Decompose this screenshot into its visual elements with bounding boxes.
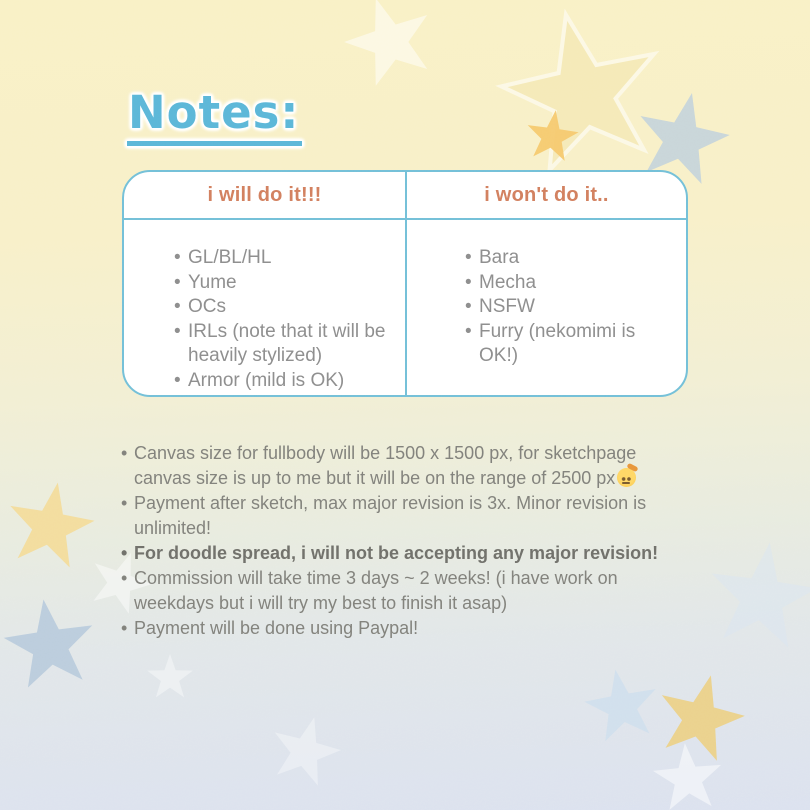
note-text: Commission will take time 3 days ~ 2 weeks! (i have work on weekdays but i will try my best to finish it asap) xyxy=(134,568,618,613)
wont-do-header: i won't do it.. xyxy=(407,172,686,220)
star-icon xyxy=(580,663,663,743)
list-item: • Yume xyxy=(172,271,395,296)
wont-do-column xyxy=(405,172,686,395)
star-icon xyxy=(703,535,810,650)
note-item xyxy=(121,441,688,491)
list-item: • Armor (mild is OK) xyxy=(172,369,395,394)
star-icon xyxy=(2,475,100,570)
note-item xyxy=(121,616,688,641)
list-item: • IRLs (note that it will be heavily stylized) xyxy=(172,320,395,369)
list-item: • GL/BL/HL xyxy=(172,246,395,271)
page-title: Notes: xyxy=(127,88,302,146)
note-text: Payment will be done using Paypal! xyxy=(134,618,419,638)
star-icon xyxy=(0,593,100,690)
star-icon xyxy=(524,107,582,163)
list-item: • Mecha xyxy=(463,271,676,296)
note-text: Payment after sketch, max major revision is 3x. Minor revision is unlimited! xyxy=(134,493,647,538)
list-item: • Furry (nekomimi is OK!) xyxy=(463,320,676,369)
will-do-header: i will do it!!! xyxy=(124,172,405,220)
will-do-list xyxy=(124,246,405,393)
will-do-column xyxy=(124,172,405,395)
star-icon xyxy=(334,0,443,91)
star-icon xyxy=(650,665,753,765)
note-text: Canvas size for fullbody will be 1500 x 1500 px, for sketchpage canvas size is up to me but it will be on the range of 2500 px xyxy=(134,443,637,488)
wont-do-list xyxy=(407,246,686,369)
saluting-face-emoji xyxy=(617,468,636,487)
list-item: • Bara xyxy=(463,246,676,271)
list-item: • NSFW xyxy=(463,295,676,320)
star-icon xyxy=(147,654,193,697)
do-dont-table xyxy=(122,170,688,397)
star-icon xyxy=(651,740,725,810)
note-item xyxy=(121,566,688,616)
note-text: For doodle spread, i will not be accepting any major revision! xyxy=(134,543,659,563)
star-icon xyxy=(264,708,347,789)
note-item xyxy=(121,491,688,541)
note-item xyxy=(121,541,659,566)
list-item: • OCs xyxy=(172,295,395,320)
star-icon xyxy=(490,0,673,176)
notes-list xyxy=(121,441,688,641)
